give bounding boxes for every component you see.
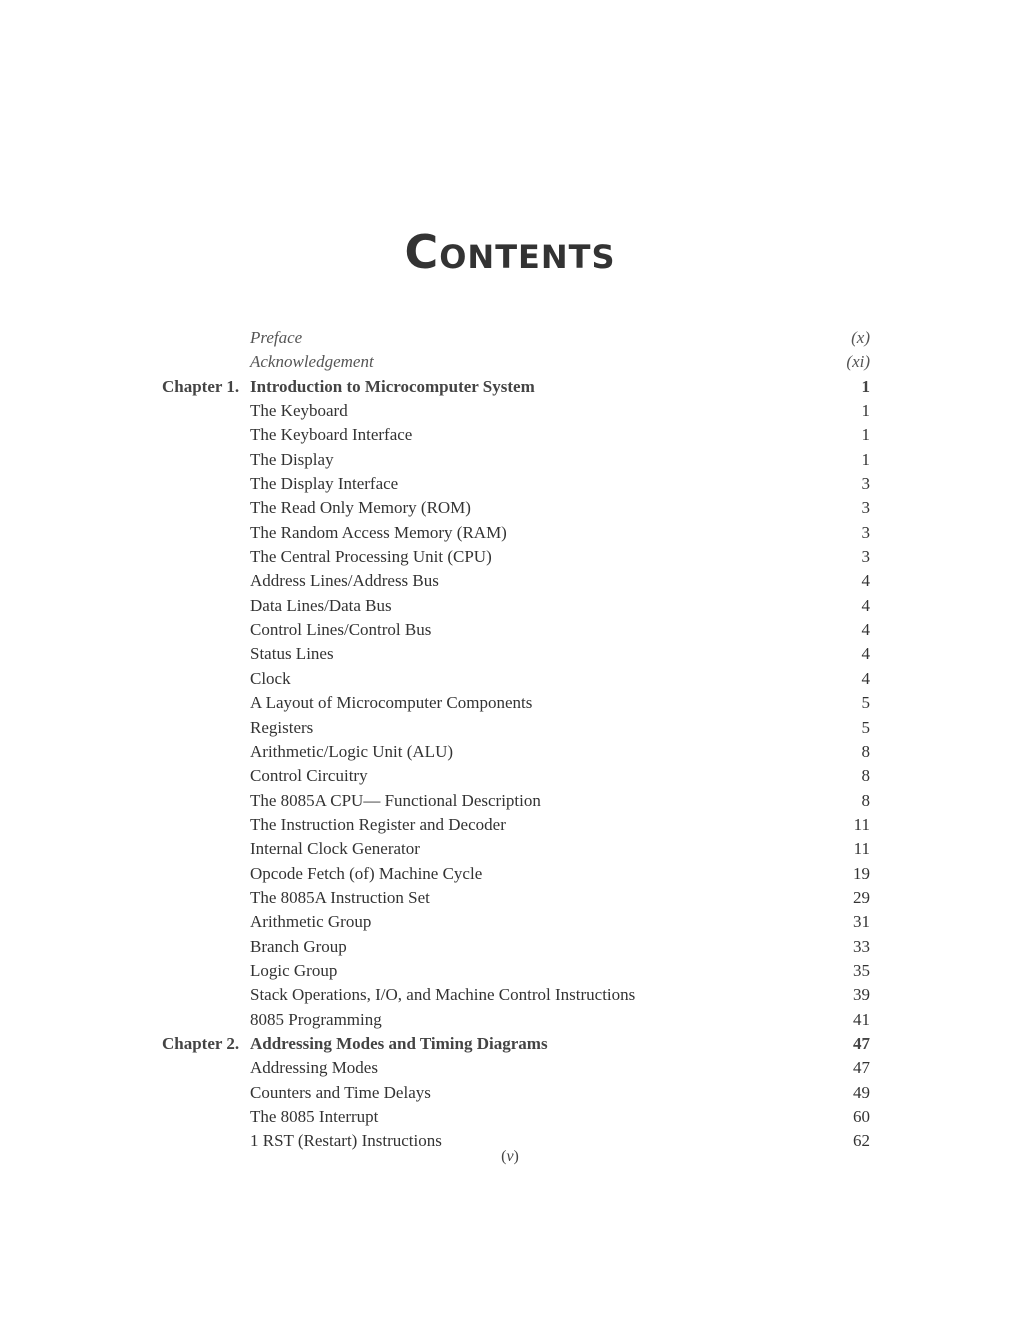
page-number-close: ) [513, 1148, 519, 1165]
toc-entry-page: 3 [861, 498, 870, 518]
toc-entry-title: Arithmetic Group [250, 912, 372, 932]
toc-section-row [0, 764, 1020, 788]
toc-entry-title: The Keyboard Interface [250, 425, 413, 445]
toc-entry-page: 19 [853, 863, 870, 883]
toc-entry-page: 41 [853, 1009, 870, 1029]
toc-entry-title: Counters and Time Delays [250, 1082, 431, 1102]
chapter-label: Chapter 1. [162, 376, 240, 396]
toc-section-row [0, 521, 1020, 545]
toc-entry-title: Control Circuitry [250, 766, 368, 786]
toc-section-row [0, 862, 1020, 886]
toc-entry-title: The 8085A Instruction Set [250, 887, 430, 907]
toc-entry-page: 11 [853, 839, 870, 859]
toc-entry-title: The 8085A CPU— Functional Description [250, 790, 541, 810]
toc-entry-page: 1 [861, 449, 870, 469]
toc-entry-page: 5 [861, 717, 870, 737]
page-number-open: ( [501, 1148, 507, 1165]
toc-entry-page: 62 [853, 1131, 870, 1151]
page-title: Contents [404, 225, 616, 279]
toc-entry-title: A Layout of Microcomputer Components [250, 693, 533, 713]
toc-entry-title: Stack Operations, I/O, and Machine Control Instructions [250, 985, 636, 1005]
toc-entry-page: 39 [853, 985, 870, 1005]
toc-entry-page: 1 [861, 425, 870, 445]
toc-section-row [0, 667, 1020, 691]
toc-section-row [0, 399, 1020, 423]
toc-section-row [0, 959, 1020, 983]
toc-entry-page: 4 [861, 620, 870, 640]
toc-entry-page: 35 [853, 960, 870, 980]
toc-entry-page: (xi) [846, 352, 870, 372]
page-number [0, 1148, 1020, 1166]
toc-entry-title: Clock [250, 668, 291, 688]
toc-entry-page: 8 [861, 790, 870, 810]
toc-entry-page: 1 [861, 376, 870, 396]
toc-entry-title: The Display [250, 449, 334, 469]
toc-entry-page: 47 [853, 1058, 870, 1078]
toc-entry-page: 5 [861, 693, 870, 713]
toc-section-row [0, 423, 1020, 447]
toc-section-row [0, 545, 1020, 569]
toc-entry-page: 3 [861, 522, 870, 542]
toc-entry-title: Addressing Modes and Timing Diagrams [250, 1033, 548, 1053]
toc-section-row [0, 496, 1020, 520]
toc-chapter-row [0, 375, 1020, 399]
toc-entry-title: Control Lines/Control Bus [250, 620, 432, 640]
toc-front-matter-row [0, 350, 1020, 374]
toc-section-row [0, 1056, 1020, 1080]
toc-entry-title: 8085 Programming [250, 1009, 382, 1029]
toc-entry-title: The Central Processing Unit (CPU) [250, 547, 492, 567]
toc-entry-title: Branch Group [250, 936, 347, 956]
toc-entry-page: 33 [853, 936, 870, 956]
toc-entry-page: 49 [853, 1082, 870, 1102]
toc-entry-page: 3 [861, 547, 870, 567]
toc-section-row [0, 935, 1020, 959]
toc-entry-page: 1 [861, 401, 870, 421]
toc-entry-page: 47 [853, 1033, 870, 1053]
chapter-label: Chapter 2. [162, 1033, 240, 1053]
toc-section-row [0, 1008, 1020, 1032]
toc-entry-title: The Random Access Memory (RAM) [250, 522, 507, 542]
toc-entry-title: The Read Only Memory (ROM) [250, 498, 471, 518]
toc-section-row [0, 886, 1020, 910]
toc-section-row [0, 472, 1020, 496]
toc-entry-title: Preface [250, 328, 303, 347]
toc-entry-title: Registers [250, 717, 314, 737]
toc-entry-page: (x) [851, 328, 870, 347]
toc-entry-title: Status Lines [250, 644, 334, 664]
toc-section-row [0, 813, 1020, 837]
toc-entry-title: Addressing Modes [250, 1058, 378, 1078]
toc-section-row [0, 594, 1020, 618]
toc-entry-page: 4 [861, 595, 870, 615]
toc-section-row [0, 691, 1020, 715]
toc-section-row [0, 642, 1020, 666]
toc-section-row [0, 789, 1020, 813]
toc-entry-page: 4 [861, 571, 870, 591]
toc-entry-page: 29 [853, 887, 870, 907]
toc-section-row [0, 740, 1020, 764]
toc-entry-title: Arithmetic/Logic Unit (ALU) [250, 741, 454, 761]
toc-section-row [0, 716, 1020, 740]
toc-entry-title: Opcode Fetch (of) Machine Cycle [250, 863, 483, 883]
toc-entry-title: Acknowledgement [250, 352, 374, 372]
toc-section-row [0, 618, 1020, 642]
toc-entry-page: 8 [861, 766, 870, 786]
toc-entry-page: 4 [861, 644, 870, 664]
toc-entry-page: 4 [861, 668, 870, 688]
table-of-contents [0, 326, 1020, 1154]
toc-entry-title: Logic Group [250, 960, 338, 980]
toc-section-row [0, 569, 1020, 593]
toc-entry-title: Introduction to Microcomputer System [250, 376, 535, 396]
toc-entry-page: 60 [853, 1107, 870, 1126]
toc-entry-title: Address Lines/Address Bus [250, 571, 439, 591]
toc-entry-page: 31 [853, 912, 870, 932]
toc-section-row [0, 837, 1020, 861]
toc-section-row [0, 1081, 1020, 1105]
toc-entry-page: 8 [861, 741, 870, 761]
toc-section-row [0, 1105, 1020, 1129]
toc-entry-title: The Display Interface [250, 474, 399, 494]
toc-entry-title: The Keyboard [250, 401, 348, 421]
toc-chapter-row [0, 1032, 1020, 1056]
toc-front-matter-row [0, 326, 1020, 350]
toc-section-row [0, 448, 1020, 472]
toc-entry-title: The 8085 Interrupt [250, 1107, 379, 1126]
toc-entry-page: 11 [853, 814, 870, 834]
toc-entry-title: Data Lines/Data Bus [250, 595, 392, 615]
page-number-numeral: v [506, 1148, 514, 1165]
toc-entry-page: 3 [861, 474, 870, 494]
toc-entry-title: Internal Clock Generator [250, 839, 420, 859]
toc-section-row [0, 910, 1020, 934]
toc-section-row [0, 983, 1020, 1007]
toc-entry-title: The Instruction Register and Decoder [250, 814, 506, 834]
toc-entry-title: 1 RST (Restart) Instructions [250, 1131, 442, 1151]
